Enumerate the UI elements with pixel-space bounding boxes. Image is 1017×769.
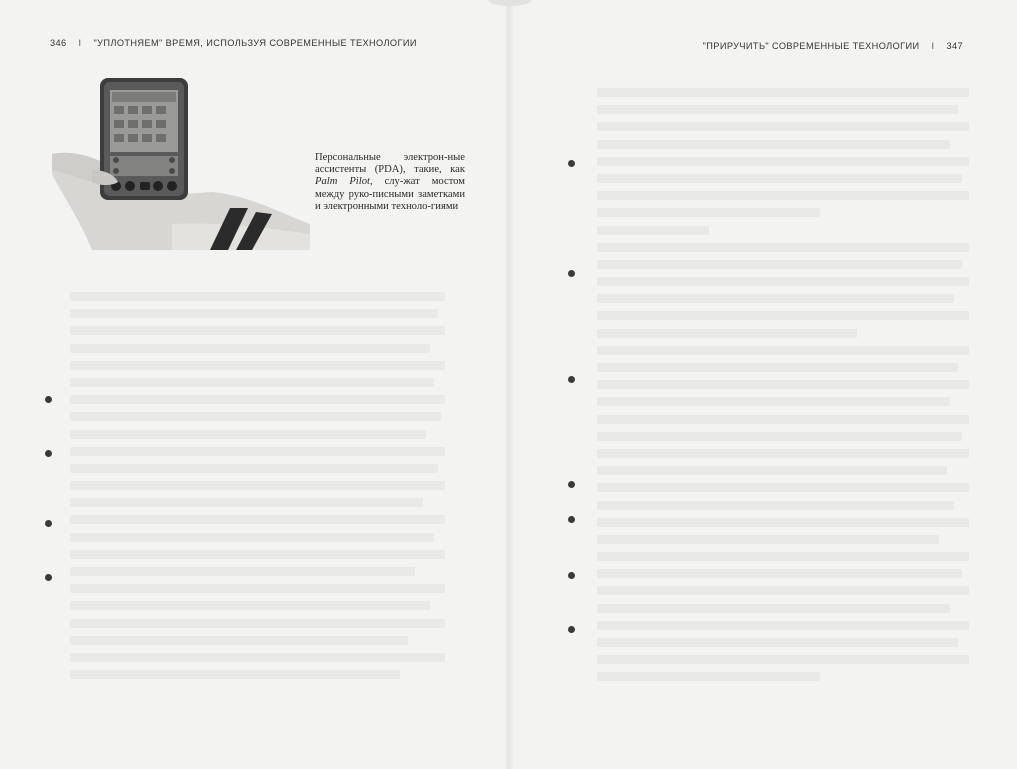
right-head-separator: I bbox=[931, 41, 935, 51]
left-page bbox=[0, 0, 508, 769]
list-bullet bbox=[568, 270, 575, 277]
right-head-title: "ПРИРУЧИТЬ" СОВРЕМЕННЫЕ ТЕХНОЛОГИИ bbox=[702, 41, 920, 51]
left-head-title: "УПЛОТНЯЕМ" ВРЕМЯ, ИСПОЛЬЗУЯ СОВРЕМЕННЫЕ ТЕХНОЛОГИИ bbox=[93, 38, 417, 48]
list-bullet bbox=[568, 376, 575, 383]
list-bullet bbox=[568, 160, 575, 167]
left-head-separator: I bbox=[78, 38, 82, 48]
right-page bbox=[509, 0, 1017, 769]
right-running-head bbox=[703, 41, 963, 51]
caption-italic-term: Palm Pilot bbox=[315, 176, 370, 188]
right-faded-text-block bbox=[597, 88, 969, 690]
list-bullet bbox=[45, 396, 52, 403]
caption-text-start: Персональные электрон-ные ассистенты (PDA), такие, как bbox=[315, 152, 465, 176]
list-bullet bbox=[45, 520, 52, 527]
list-bullet bbox=[568, 572, 575, 579]
left-faded-text-block bbox=[70, 292, 445, 687]
list-bullet bbox=[45, 450, 52, 457]
figure-caption bbox=[315, 152, 465, 213]
left-page-number: 346 bbox=[50, 38, 67, 48]
list-bullet bbox=[568, 626, 575, 633]
list-bullet bbox=[568, 516, 575, 523]
left-running-head bbox=[50, 38, 417, 48]
caption-text-end: , слу-жат мостом между руко-писными заметками и электронными техноло-гиями bbox=[315, 176, 465, 212]
list-bullet bbox=[45, 574, 52, 581]
pda-in-hand-icon bbox=[52, 74, 310, 250]
right-page-number: 347 bbox=[946, 41, 963, 51]
list-bullet bbox=[568, 481, 575, 488]
pda-photo bbox=[52, 74, 310, 250]
